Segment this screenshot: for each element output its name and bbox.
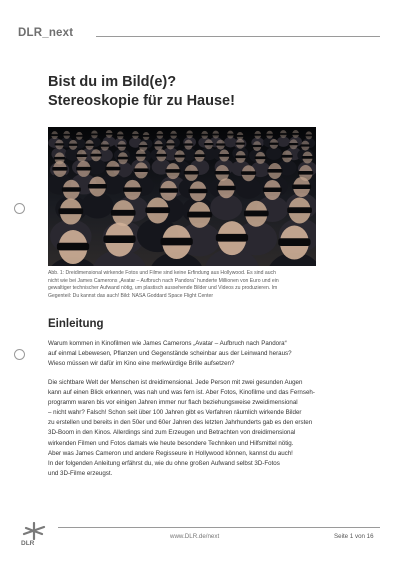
paragraph-line: und 3D-Filme erzeugst. <box>48 469 113 477</box>
paragraph-line: wirkenden Filmen und Fotos damals wie heute besondere Techniken und Hilfsmittel nötig. <box>48 439 294 447</box>
3d-glasses <box>278 238 310 246</box>
3d-glasses <box>51 134 59 136</box>
3d-glasses <box>57 243 89 251</box>
3d-glasses <box>269 143 279 145</box>
3d-glasses <box>298 171 313 175</box>
3d-glasses <box>216 234 248 242</box>
caption-line: Gegenteil: Du kannst das auch! Bild: NASA Goddard Space Flight Center <box>48 292 214 299</box>
paragraph-line: programm waren bis vor einigen Jahren immer nur flach beziehungsweise zweidimensional <box>48 399 298 407</box>
3d-glasses <box>236 135 244 137</box>
paragraph-line: auf einmal Lebewesen, Pflanzen und Gegenstände scheinbar aus der Leinwand heraus? <box>48 350 292 358</box>
paragraph-line: Warum kommen in Kinofilmen wie James Camerons „Avatar – Aufbruch nach Pandora“ <box>48 340 287 347</box>
photo-caption <box>48 270 324 300</box>
paragraph-line: In der folgenden Anleitung erfährst du, wie du ohne großen Aufwand selbst 3D-Fotos <box>48 459 280 467</box>
3d-glasses <box>184 171 199 175</box>
3d-glasses <box>105 133 113 135</box>
header-rule <box>96 36 380 37</box>
3d-glasses <box>62 187 81 192</box>
3d-glasses <box>201 134 209 136</box>
3d-glasses <box>156 134 164 136</box>
footer-rule <box>58 527 380 528</box>
3d-glasses <box>212 134 220 136</box>
page-number: Seite 1 von 16 <box>334 533 374 540</box>
3d-glasses <box>187 212 212 218</box>
3d-glasses <box>145 207 170 213</box>
punch-hole <box>14 349 25 360</box>
3d-glasses <box>204 143 214 145</box>
paragraph-line: Wieso müssen wir dafür im Kino eine merkwürdige Brille aufsetzen? <box>48 360 235 368</box>
3d-glasses <box>165 169 180 173</box>
3d-glasses <box>76 154 87 157</box>
3d-glasses <box>105 167 120 171</box>
3d-glasses <box>287 207 312 213</box>
3d-glasses <box>281 155 292 158</box>
3d-glasses <box>302 156 313 159</box>
page-title <box>48 73 348 111</box>
cinema-audience-photo <box>48 127 316 266</box>
3d-glasses <box>186 133 194 135</box>
3d-glasses <box>161 238 193 246</box>
caption-line: Abb. 1: Dreidimensional wirkende Fotos und Filme sind keine Erfindung aus Hollywood. Es sind auch <box>48 270 276 276</box>
3d-glasses <box>68 144 78 146</box>
3d-glasses <box>252 145 262 147</box>
3d-glasses <box>263 187 282 192</box>
caption-line: nicht wie bei James Camerons „Avatar – Aufbruch nach Pandora“ hunderte Millionen von Euro und ein <box>48 277 279 284</box>
section-heading: Einleitung <box>48 318 104 330</box>
footer-url: www.DLR.de/next <box>170 533 220 540</box>
paragraph-line: Die sichtbare Welt der Menschen ist dreidimensional. Jede Person mit zwei gesunden Augen <box>48 379 303 386</box>
3d-glasses <box>166 143 176 145</box>
3d-glasses <box>85 144 95 146</box>
3d-glasses <box>170 134 178 136</box>
3d-glasses <box>156 154 167 157</box>
3d-glasses <box>241 171 256 175</box>
3d-glasses <box>117 157 128 160</box>
3d-glasses <box>117 145 127 147</box>
3d-glasses <box>116 134 124 136</box>
3d-glasses <box>88 184 107 189</box>
3d-glasses <box>184 143 194 145</box>
3d-glasses <box>235 155 246 158</box>
3d-glasses <box>289 143 299 145</box>
title-line-2: Stereoskopie für zu Hause! <box>48 93 235 109</box>
3d-glasses <box>52 167 67 171</box>
caption-line: gewaltiger technischer Aufwand nötig, um plastisch aussehende Bilder und Videos zu produzieren. Im <box>48 285 278 292</box>
punch-hole <box>14 203 25 214</box>
3d-glasses <box>100 144 110 146</box>
3d-glasses <box>219 154 230 157</box>
3d-glasses <box>139 145 149 147</box>
3d-glasses <box>255 156 266 159</box>
logo-text: DLR <box>21 540 35 547</box>
3d-glasses <box>194 154 205 157</box>
paragraph-line: 3D-Boom in den Kinos. Allerdings sind zum Erzeugen und Betrachten von dreidimensional <box>48 429 296 437</box>
paragraph-body <box>48 378 348 479</box>
3d-glasses <box>301 144 311 146</box>
3d-glasses <box>55 143 65 145</box>
3d-glasses <box>305 134 313 136</box>
3d-glasses <box>217 186 236 191</box>
paragraph-line: zu erstellen und bereits in den 50er und 60er Jahren des letzten Jahrhunderts gab es den ersten <box>48 419 313 427</box>
3d-glasses <box>159 188 178 193</box>
paragraph-line: – nicht wahr? Falsch! Schon seit über 100 Jahren gibt es Verfahren räumlich wirkende Bilder <box>48 409 302 417</box>
3d-glasses <box>280 133 288 135</box>
title-line-1: Bist du im Bild(e)? <box>48 74 177 90</box>
3d-glasses <box>90 154 101 157</box>
3d-glasses <box>75 135 83 137</box>
3d-glasses <box>235 143 245 145</box>
dlr-logo-icon <box>20 522 48 552</box>
3d-glasses <box>266 134 274 136</box>
3d-glasses <box>267 169 282 173</box>
3d-glasses <box>76 167 91 171</box>
3d-glasses <box>216 143 226 145</box>
3d-glasses <box>123 187 142 192</box>
3d-glasses <box>254 134 262 136</box>
3d-glasses <box>134 168 149 172</box>
3d-glasses <box>103 235 135 243</box>
3d-glasses <box>135 154 146 157</box>
3d-glasses <box>227 134 235 136</box>
3d-glasses <box>215 171 230 175</box>
paragraph-line: Aber was James Cameron und andere Regisseure in Hollywood können, kannst du auch! <box>48 449 293 457</box>
brand-label: DLR_next <box>18 27 74 39</box>
3d-glasses <box>292 133 300 135</box>
3d-glasses <box>132 134 140 136</box>
3d-glasses <box>244 211 269 217</box>
3d-glasses <box>111 210 136 216</box>
page-header <box>18 27 380 43</box>
3d-glasses <box>292 185 311 190</box>
paragraph-intro <box>48 339 348 369</box>
3d-glasses <box>188 189 207 194</box>
3d-glasses <box>63 134 71 136</box>
3d-glasses <box>91 133 99 135</box>
paragraph-line: kann auf einen Blick erkennen, was nah und was fern ist. Aber Fotos, Kinofilme und das Fernseh- <box>48 389 315 397</box>
3d-glasses <box>142 135 150 137</box>
3d-glasses <box>54 157 65 160</box>
3d-glasses <box>154 144 164 146</box>
3d-glasses <box>174 155 185 158</box>
3d-glasses <box>58 208 83 214</box>
